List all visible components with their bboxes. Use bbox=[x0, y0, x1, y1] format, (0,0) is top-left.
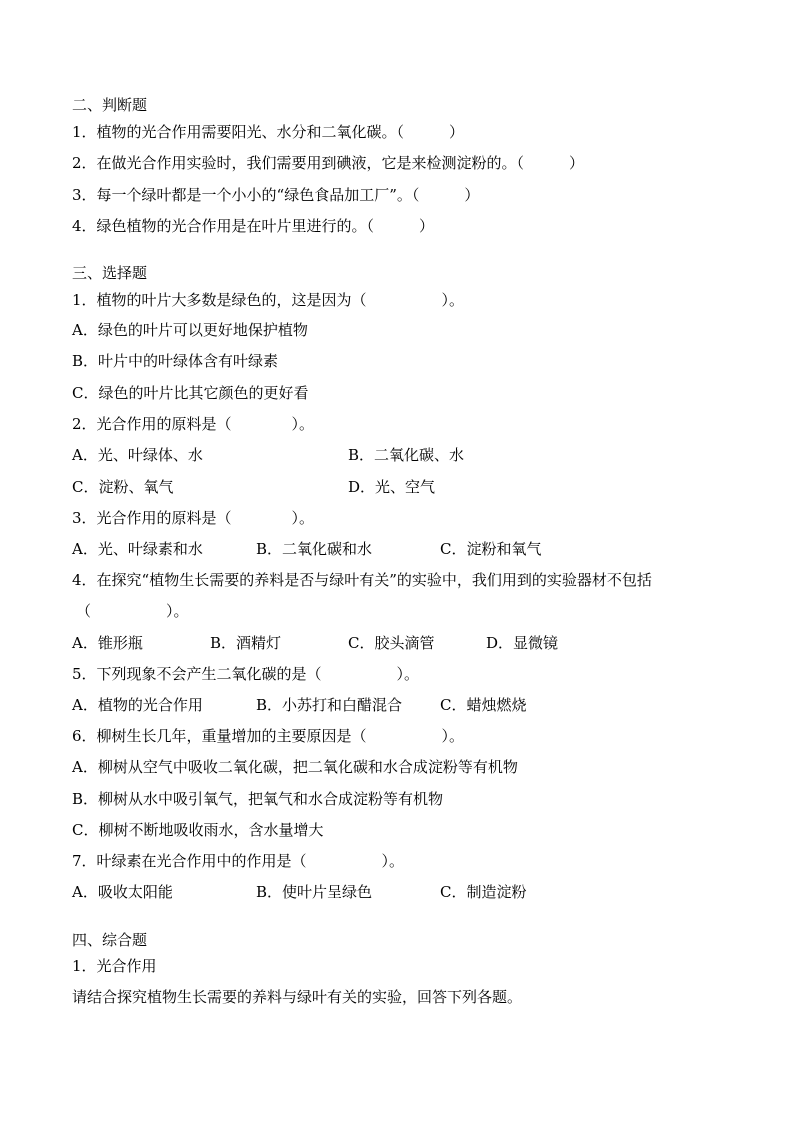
choice-q4-option-b: B．酒精灯 bbox=[210, 634, 282, 652]
choice-q6-option-b: B．柳树从水中吸引氧气，把氧气和水合成淀粉等有机物 bbox=[72, 790, 444, 808]
choice-q5-options bbox=[72, 695, 527, 715]
choice-q7-option-a: A．吸收太阳能 bbox=[72, 883, 173, 901]
choice-q2-options-row2 bbox=[72, 477, 436, 497]
choice-q3-option-c: C．淀粉和氧气 bbox=[440, 540, 542, 558]
choice-q5-option-a: A．植物的光合作用 bbox=[72, 696, 203, 714]
choice-q6-option-a: A．柳树从空气中吸收二氧化碳，把二氧化碳和水合成淀粉等有机物 bbox=[72, 758, 518, 776]
choice-q4-options bbox=[72, 633, 559, 653]
choice-q5-option-c: C．蜡烛燃烧 bbox=[440, 696, 527, 714]
section-heading-judgement: 二、判断题 bbox=[72, 96, 148, 114]
choice-q5-stem: 5．下列现象不会产生二氧化碳的是（ ）。 bbox=[72, 665, 420, 683]
choice-q4-stem: 4．在探究“植物生长需要的养料是否与绿叶有关”的实验中，我们用到的实验器材不包括 bbox=[72, 571, 652, 589]
choice-q7-stem: 7．叶绿素在光合作用中的作用是（ ）。 bbox=[72, 852, 405, 870]
choice-q2-option-a: A．光、叶绿体、水 bbox=[72, 446, 203, 464]
section-heading-comprehensive: 四、综合题 bbox=[72, 931, 148, 949]
choice-q6-option-c: C．柳树不断地吸收雨水，含水量增大 bbox=[72, 821, 324, 839]
choice-q2-option-b: B．二氧化碳、水 bbox=[348, 446, 465, 464]
choice-q3-option-b: B．二氧化碳和水 bbox=[256, 540, 373, 558]
choice-q4-stem-continued: （ ）。 bbox=[76, 602, 189, 620]
section-heading-choice: 三、选择题 bbox=[72, 264, 148, 282]
choice-q3-options bbox=[72, 539, 542, 559]
choice-q2-option-c: C．淀粉、氧气 bbox=[72, 478, 174, 496]
choice-q1-option-a: A．绿色的叶片可以更好地保护植物 bbox=[72, 321, 308, 339]
choice-q1-option-b: B．叶片中的叶绿体含有叶绿素 bbox=[72, 352, 279, 370]
choice-q4-option-a: A．锥形瓶 bbox=[72, 634, 143, 652]
comprehensive-q1-title: 1．光合作用 bbox=[72, 957, 157, 975]
choice-q7-option-c: C．制造淀粉 bbox=[440, 883, 527, 901]
choice-q3-option-a: A．光、叶绿素和水 bbox=[72, 540, 203, 558]
judgement-item-4: 4．绿色植物的光合作用是在叶片里进行的。（ ） bbox=[72, 217, 435, 235]
judgement-item-2: 2．在做光合作用实验时，我们需要用到碘液，它是来检测淀粉的。（ ） bbox=[72, 154, 585, 172]
choice-q7-option-b: B．使叶片呈绿色 bbox=[256, 883, 373, 901]
choice-q5-option-b: B．小苏打和白醋混合 bbox=[256, 696, 403, 714]
choice-q2-stem: 2．光合作用的原料是（ ）。 bbox=[72, 415, 315, 433]
comprehensive-q1-text: 请结合探究植物生长需要的养料与绿叶有关的实验，回答下列各题。 bbox=[72, 988, 523, 1006]
choice-q2-options-row1 bbox=[72, 445, 465, 465]
choice-q7-options bbox=[72, 882, 527, 902]
choice-q4-option-c: C．胶头滴管 bbox=[348, 634, 435, 652]
choice-q1-option-c: C．绿色的叶片比其它颜色的更好看 bbox=[72, 384, 309, 402]
choice-q4-option-d: D．显微镜 bbox=[486, 634, 559, 652]
choice-q6-stem: 6．柳树生长几年，重量增加的主要原因是（ ）。 bbox=[72, 727, 465, 745]
choice-q1-stem: 1．植物的叶片大多数是绿色的，这是因为（ ）。 bbox=[72, 291, 465, 309]
choice-q3-stem: 3．光合作用的原料是（ ）。 bbox=[72, 509, 315, 527]
judgement-item-3: 3．每一个绿叶都是一个小小的“绿色食品加工厂”。（ ） bbox=[72, 186, 480, 204]
judgement-item-1: 1．植物的光合作用需要阳光、水分和二氧化碳。（ ） bbox=[72, 123, 465, 141]
choice-q2-option-d: D．光、空气 bbox=[348, 478, 436, 496]
